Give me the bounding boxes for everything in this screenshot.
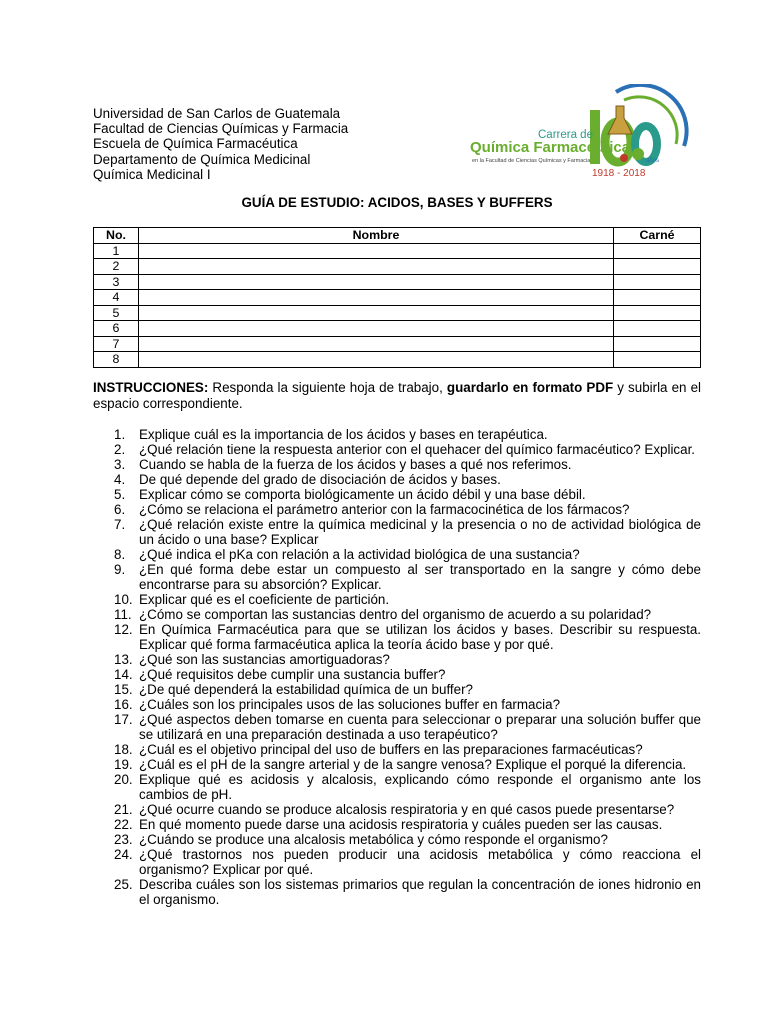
question-number: 13.	[114, 652, 133, 667]
question-number: 3.	[114, 457, 126, 472]
carne-cell[interactable]	[614, 259, 701, 275]
question-number: 9.	[114, 562, 126, 577]
question-text: ¿Cómo se relaciona el parámetro anterior con la farmacocinética de los fármacos?	[139, 502, 630, 517]
row-number: 8	[94, 352, 139, 368]
row-number: 2	[94, 259, 139, 275]
question-text: ¿Qué trastornos nos pueden producir una acidosis metabólica y cómo reacciona el organismo? Explicar por qué.	[139, 847, 701, 877]
logo-anos: años	[646, 158, 660, 164]
table-row	[94, 243, 701, 259]
question-item	[93, 667, 701, 682]
question-number: 18.	[114, 742, 133, 757]
question-number: 21.	[114, 802, 133, 817]
logo-line1: Carrera de	[538, 129, 593, 141]
row-number: 4	[94, 290, 139, 306]
question-item	[93, 427, 701, 442]
students-table	[93, 227, 701, 368]
question-number: 20.	[114, 772, 133, 787]
question-item	[93, 802, 701, 817]
carne-cell[interactable]	[614, 352, 701, 368]
row-number: 1	[94, 243, 139, 259]
instructions-bold: guardarlo en formato PDF	[446, 380, 614, 395]
header-carne: Carné	[614, 228, 701, 244]
page-title: GUÍA DE ESTUDIO: ACIDOS, BASES Y BUFFERS	[241, 195, 553, 210]
name-cell[interactable]	[139, 259, 614, 275]
table-row	[94, 336, 701, 352]
question-number: 1.	[114, 427, 126, 442]
question-number: 15.	[114, 682, 133, 697]
question-item	[93, 652, 701, 667]
question-item	[93, 622, 701, 652]
row-number: 7	[94, 336, 139, 352]
question-item	[93, 832, 701, 847]
table-header-row	[94, 228, 701, 244]
name-cell[interactable]	[139, 305, 614, 321]
centennial-logo	[466, 84, 692, 184]
question-item	[93, 547, 701, 562]
question-number: 14.	[114, 667, 133, 682]
table-row	[94, 274, 701, 290]
question-text: ¿Cuál es el objetivo principal del uso de buffers en las preparaciones farmacéuticas?	[139, 742, 643, 757]
question-text: ¿Cómo se comportan las sustancias dentro del organismo de acuerdo a su polaridad?	[139, 607, 652, 622]
instructions	[93, 380, 701, 412]
school-name: Escuela de Química Farmacéutica	[93, 136, 298, 152]
question-text: ¿De qué dependerá la estabilidad química de un buffer?	[139, 682, 474, 697]
question-item	[93, 607, 701, 622]
question-item	[93, 742, 701, 757]
question-text: ¿Qué ocurre cuando se produce alcalosis respiratoria y en qué casos puede presentarse?	[139, 802, 675, 817]
row-number: 6	[94, 321, 139, 337]
question-number: 6.	[114, 502, 126, 517]
carne-cell[interactable]	[614, 243, 701, 259]
question-text: ¿Qué son las sustancias amortiguadoras?	[139, 652, 390, 667]
question-item	[93, 592, 701, 607]
question-item	[93, 877, 701, 907]
question-text: ¿Cuál es el pH de la sangre arterial y de la sangre venosa? Explique el porqué la diferencia.	[139, 757, 687, 772]
name-cell[interactable]	[139, 290, 614, 306]
instructions-text1: Responda la siguiente hoja de trabajo,	[208, 380, 447, 395]
question-text: ¿Qué relación existe entre la química medicinal y la presencia o no de actividad biológica de un ácido o una base? Explicar	[139, 517, 701, 547]
question-number: 12.	[114, 622, 133, 637]
carne-cell[interactable]	[614, 290, 701, 306]
question-number: 22.	[114, 817, 133, 832]
carne-cell[interactable]	[614, 305, 701, 321]
question-text: Explicar cómo se comporta biológicamente un ácido débil y una base débil.	[139, 487, 586, 502]
question-item	[93, 457, 701, 472]
question-text: ¿Qué relación tiene la respuesta anterior con el quehacer del químico farmacéutico? Explicar.	[139, 442, 696, 457]
institution-header	[93, 106, 348, 182]
question-text: ¿Qué requisitos debe cumplir una sustancia buffer?	[139, 667, 446, 682]
table-row	[94, 352, 701, 368]
name-cell[interactable]	[139, 321, 614, 337]
row-number: 5	[94, 305, 139, 321]
row-number: 3	[94, 274, 139, 290]
name-cell[interactable]	[139, 336, 614, 352]
name-cell[interactable]	[139, 274, 614, 290]
question-number: 4.	[114, 472, 126, 487]
question-number: 8.	[114, 547, 126, 562]
name-cell[interactable]	[139, 243, 614, 259]
instructions-label: INSTRUCCIONES:	[93, 380, 209, 395]
table-row	[94, 290, 701, 306]
question-item	[93, 487, 701, 502]
question-item	[93, 697, 701, 712]
question-number: 19.	[114, 757, 133, 772]
question-item	[93, 817, 701, 832]
carne-cell[interactable]	[614, 274, 701, 290]
question-text: Cuando se habla de la fuerza de los ácidos y bases a qué nos referimos.	[139, 457, 572, 472]
questions-list	[93, 427, 701, 907]
table-row	[94, 321, 701, 337]
question-text: En Química Farmacéutica para que se utilizan los ácidos y bases. Describir su respuesta. Explicar qué forma farmacéutica aplica la teoría ácido base y por qué.	[139, 622, 701, 652]
header-no: No.	[94, 228, 139, 244]
logo-years: 1918 - 2018	[592, 168, 646, 179]
question-text: ¿Qué aspectos deben tomarse en cuenta para seleccionar o preparar una solución buffer que se utilizará en una preparación destinada a uso terapéutico?	[139, 712, 701, 742]
logo-line2: Química Farmacéutica	[470, 139, 631, 156]
carne-cell[interactable]	[614, 321, 701, 337]
question-item	[93, 772, 701, 802]
question-text: ¿En qué forma debe estar un compuesto al ser transportado en la sangre y cómo debe encontrarse para su absorción? Explicar.	[139, 562, 701, 592]
question-item	[93, 442, 701, 457]
question-text: ¿Qué indica el pKa con relación a la actividad biológica de una sustancia?	[139, 547, 580, 562]
question-number: 25.	[114, 877, 133, 892]
question-item	[93, 712, 701, 742]
logo-line3: en la Facultad de Ciencias Químicas y Farmacia	[472, 158, 591, 164]
pill-icon	[632, 148, 644, 160]
faculty-name: Facultad de Ciencias Químicas y Farmacia	[93, 121, 349, 137]
course-name: Química Medicinal I	[93, 166, 211, 182]
question-number: 5.	[114, 487, 126, 502]
table-row	[94, 305, 701, 321]
question-text: De qué depende del grado de disociación de ácidos y bases.	[139, 472, 501, 487]
department-name: Departamento de Química Medicinal	[93, 151, 311, 167]
instructions-text2: y subirla en el espacio correspondiente.	[93, 380, 701, 411]
question-text: Explique cuál es la importancia de los ácidos y bases en terapéutica.	[139, 427, 548, 442]
question-number: 7.	[114, 517, 126, 532]
question-text: ¿Cuándo se produce una alcalosis metabólica y cómo responde el organismo?	[139, 832, 608, 847]
question-item	[93, 847, 701, 877]
question-item	[93, 562, 701, 592]
carne-cell[interactable]	[614, 336, 701, 352]
question-number: 24.	[114, 847, 133, 862]
question-text: Explicar qué es el coeficiente de partición.	[139, 592, 390, 607]
header-nombre: Nombre	[139, 228, 614, 244]
question-text: Explique qué es acidosis y alcalosis, explicando cómo responde el organismo ante los cambios de pH.	[139, 772, 701, 802]
question-item	[93, 757, 701, 772]
question-number: 2.	[114, 442, 126, 457]
table-row	[94, 259, 701, 275]
question-item	[93, 502, 701, 517]
university-name: Universidad de San Carlos de Guatemala	[93, 106, 341, 121]
question-number: 17.	[114, 712, 133, 727]
question-number: 16.	[114, 697, 133, 712]
question-text: Describa cuáles son los sistemas primarios que regulan la concentración de iones hidronio en el organismo.	[139, 877, 701, 907]
question-item	[93, 517, 701, 547]
question-text: En qué momento puede darse una acidosis respiratoria y cuáles pueden ser las causas.	[139, 817, 663, 832]
name-cell[interactable]	[139, 352, 614, 368]
question-number: 23.	[114, 832, 133, 847]
question-number: 11.	[114, 607, 132, 622]
question-item	[93, 682, 701, 697]
question-item	[93, 472, 701, 487]
question-number: 10.	[114, 592, 133, 607]
question-text: ¿Cuáles son los principales usos de las soluciones buffer en farmacia?	[139, 697, 561, 712]
